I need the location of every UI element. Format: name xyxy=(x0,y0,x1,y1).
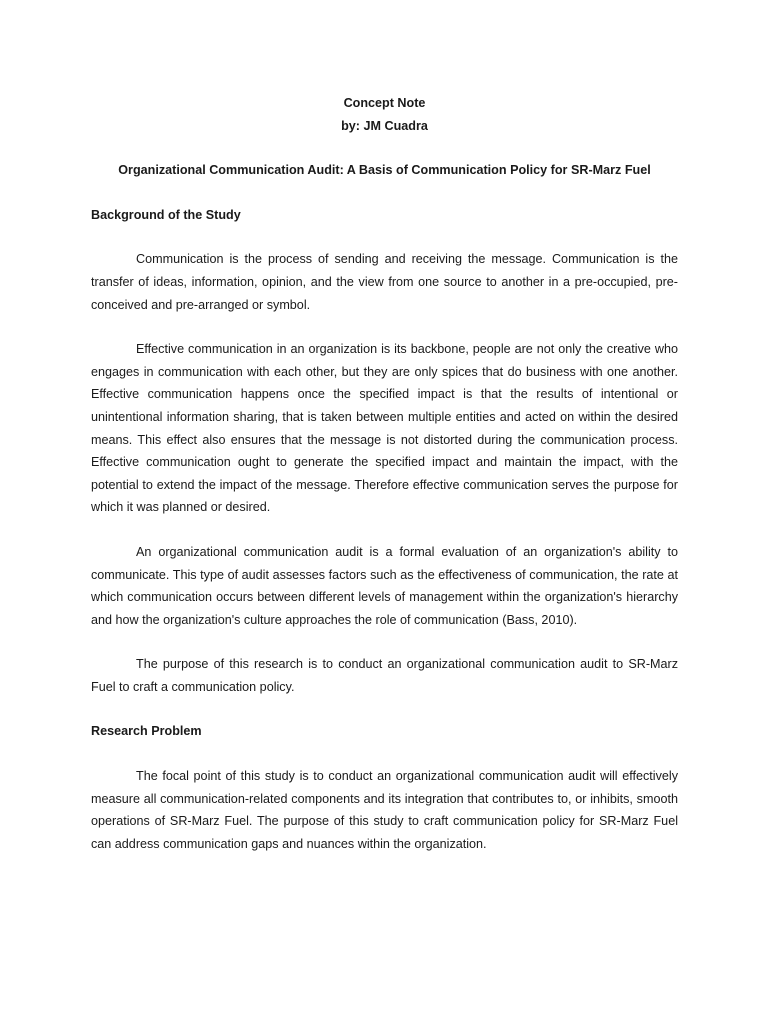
section-heading-research-problem: Research Problem xyxy=(91,724,202,739)
paragraph: An organizational communication audit is a formal evaluation of an organization's ability to communicate. This type of audit assesses factors such as the effectiveness of communication, the rate at which communication occurs between different levels of management within the organization's hierarchy and how the organization's culture approaches the role of communication (Bass, 2010). xyxy=(91,544,678,627)
paragraph: The focal point of this study is to conduct an organizational communication audit will effectively measure all communication-related components and its integration that contributes to, or inhibits, smooth operations of SR-Marz Fuel. The purpose of this study to craft communication policy for SR-Marz Fuel can address communication gaps and nuances within the organization. xyxy=(91,769,678,851)
document-title: Organizational Communication Audit: A Basis of Communication Policy for SR-Marz Fuel xyxy=(118,163,651,178)
paragraph: The purpose of this research is to conduct an organizational communication audit to SR-Marz Fuel to craft a communication policy. xyxy=(91,657,678,694)
section-heading-background: Background of the Study xyxy=(91,207,241,222)
document-label: Concept Note xyxy=(343,96,426,110)
document-body xyxy=(91,92,678,855)
paragraph: Communication is the process of sending and receiving the message. Communication is the transfer of ideas, information, opinion, and the view from one source to another in a pre-occupied, pre-conceived and pre-arranged or symbol. xyxy=(91,252,678,312)
paragraph: Effective communication in an organization is its backbone, people are not only the creative who engages in communication with each other, but they are only spices that do business with one another. Effective communication happens once the specified impact is that the results of intentional or unintentional information sharing, that is taken between multiple entities and acted on within the desired means. This effect also ensures that the message is not distorted during the communication process. Effective communication ought to generate the specified impact and maintain the impact, with the potential to extend the impact of the message. Therefore effective communication serves the purpose for which it was planned or desired. xyxy=(91,342,678,515)
document-author: by: JM Cuadra xyxy=(341,118,428,133)
